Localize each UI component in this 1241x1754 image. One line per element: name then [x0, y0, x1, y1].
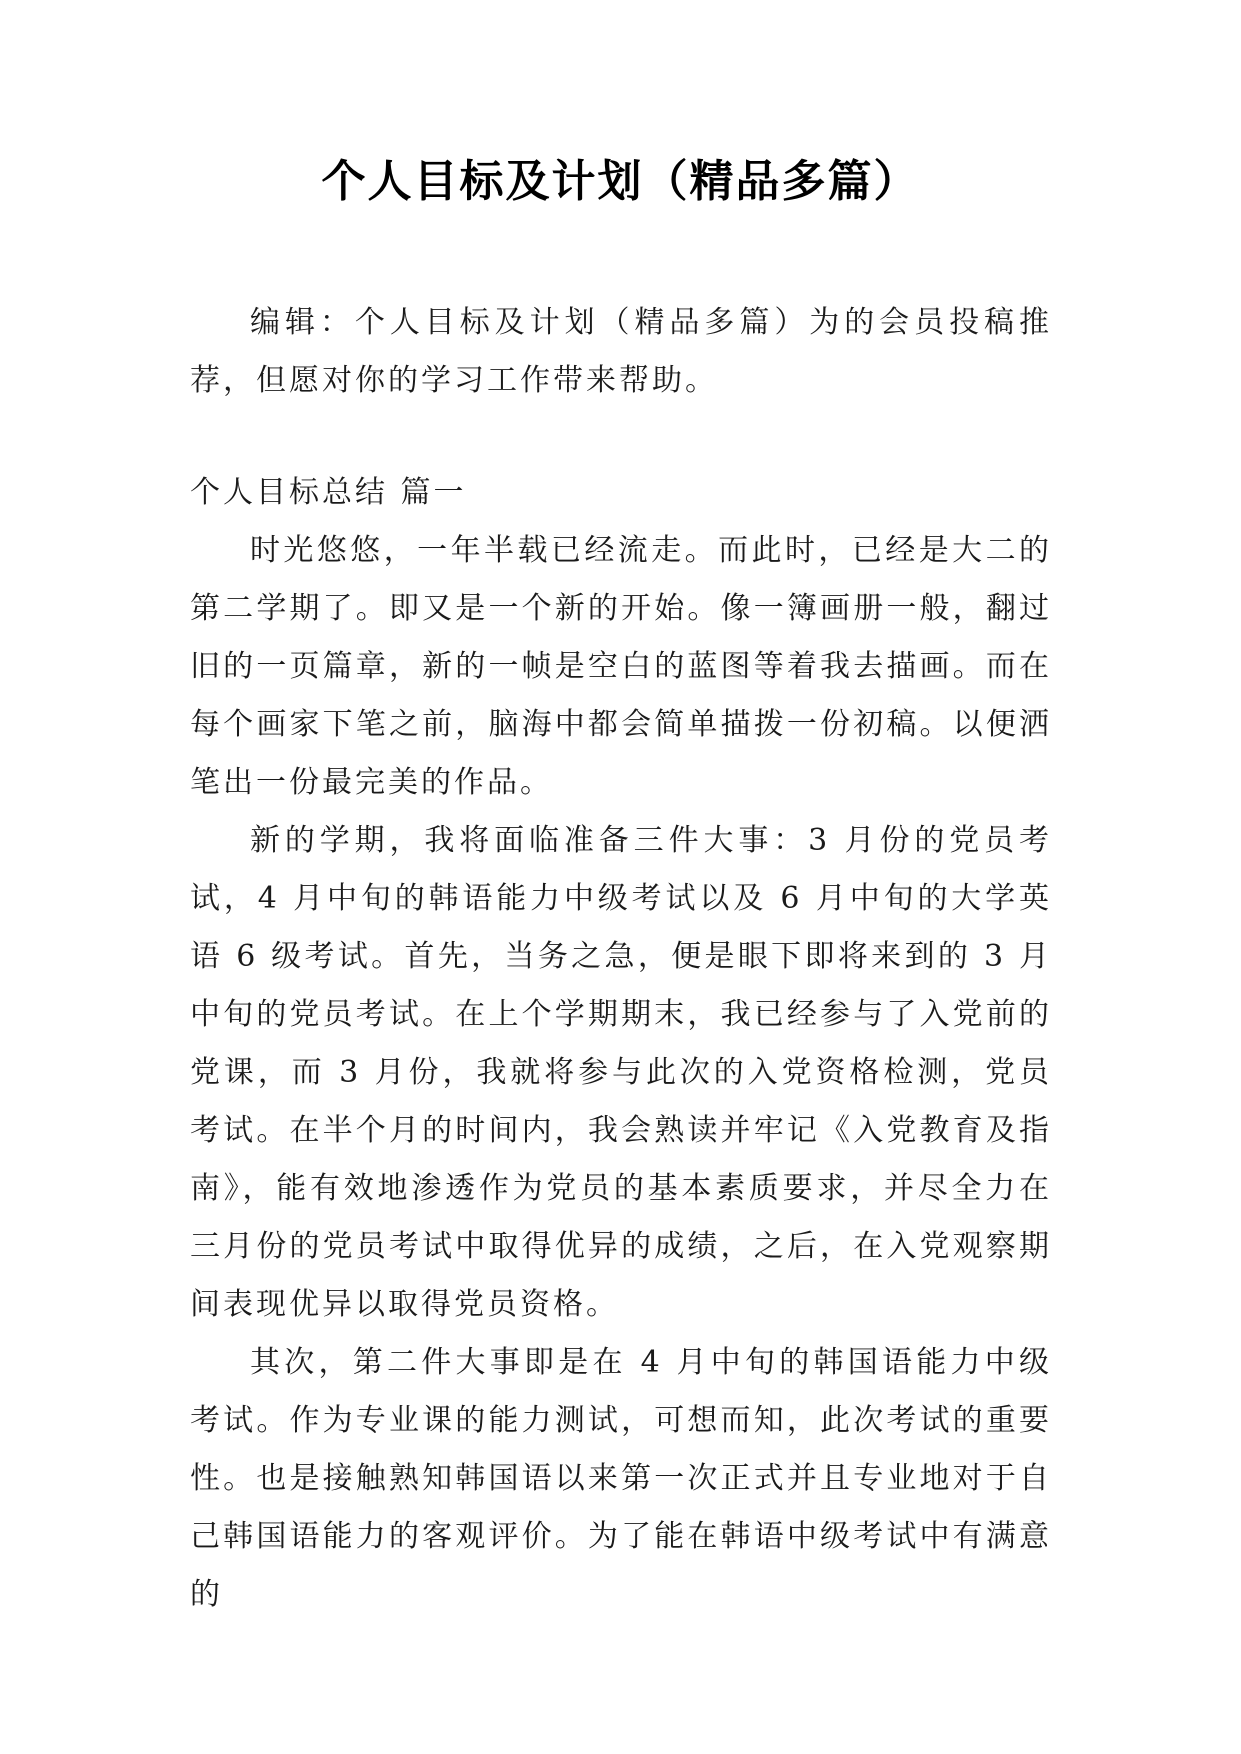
- paragraph-3: 其次，第二件大事即是在 4 月中旬的韩国语能力中级考试。作为专业课的能力测试，可想而知，此次考试的重要性。也是接触熟知韩国语以来第一次正式并且专业地对于自己韩国语能力的客观评价。为了能在韩语中级考试中有满意的: [190, 1345, 1052, 1612]
- intro-paragraph: 编辑：个人目标及计划（精品多篇）为的会员投稿推荐，但愿对你的学习工作带来帮助。: [190, 305, 1052, 398]
- section-1: [190, 464, 1052, 1624]
- paragraph-1: 时光悠悠，一年半载已经流走。而此时，已经是大二的第二学期了。即又是一个新的开始。像一簿画册一般，翻过旧的一页篇章，新的一帧是空白的蓝图等着我去描画。而在每个画家下笔之前，脑海中都会简单描拨一份初稿。以便洒笔出一份最完美的作品。: [190, 533, 1052, 800]
- section-heading: 个人目标总结 篇一: [190, 475, 467, 510]
- paragraph-2: 新的学期，我将面临准备三件大事：3 月份的党员考试，4 月中旬的韩语能力中级考试以及 6 月中旬的大学英语 6 级考试。首先，当务之急，便是眼下即将来到的 3 月中旬的党员考试。在上个学期期末，我已经参与了入党前的党课，而 3 月份，我就将参与此次的入党资格检测，党员考试。在半个月的时间内，我会熟读并牢记《入党教育及指南》，能有效地渗透作为党员的基本素质要求，并尽全力在三月份的党员考试中取得优异的成绩，之后，在入党观察期间表现优异以取得党员资格。: [190, 823, 1052, 1322]
- intro-block: [190, 294, 1052, 410]
- page-title: 个人目标及计划（精品多篇）: [321, 156, 920, 207]
